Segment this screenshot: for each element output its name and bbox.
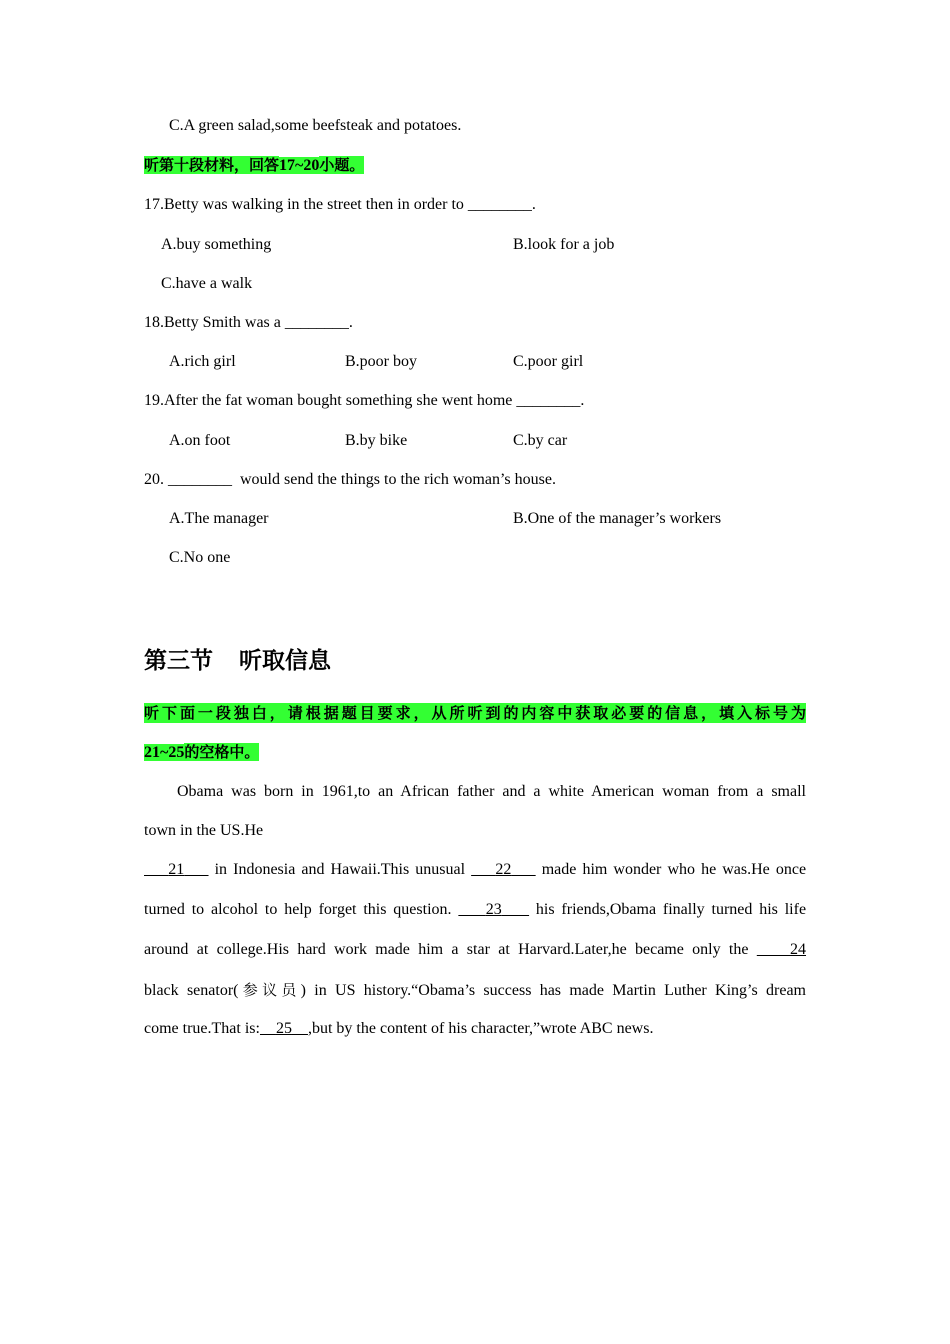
question-18-option-a: A.rich girl <box>169 353 236 370</box>
passage-line-5a: around at college.His hard work made him a star at Harvard.Later,he became only the <box>144 941 749 958</box>
blank-25: 25 <box>275 1020 292 1037</box>
passage-line-4a: turned to alcohol to help forget this question. <box>144 901 452 918</box>
passage-line-3b: made him wonder who he was.He once <box>541 861 807 878</box>
passage-line-3 <box>144 860 806 880</box>
section-3-title-b: 听取信息 <box>239 648 331 674</box>
passage-line-7a: come true.That is: <box>144 1020 260 1037</box>
blank-21: 21 <box>168 861 185 878</box>
question-19-stem: 19.After the fat woman bought something she went home ________. <box>144 392 585 409</box>
passage-line-7 <box>144 1019 653 1039</box>
blank-22: 22 <box>495 861 512 878</box>
section-10-instruction <box>144 155 364 176</box>
question-19-option-c: C.by car <box>513 432 568 449</box>
question-17-option-c: C.have a walk <box>161 275 253 292</box>
question-19-option-b: B.by bike <box>345 432 408 449</box>
section-3-instruction-line1 <box>144 703 806 724</box>
instruction-part2: 17~20 <box>279 157 320 174</box>
passage-line-6-cjk: 参议员 <box>238 981 301 999</box>
instruction-part3: 小题。 <box>319 156 365 174</box>
question-17-stem: 17.Betty was walking in the street then in order to ________. <box>144 196 536 213</box>
section-3-title-a: 第三节 <box>144 648 213 674</box>
question-18-option-b: B.poor boy <box>345 353 417 370</box>
passage-line-7b: ,but by the content of his character,”wrote ABC news. <box>307 1020 654 1037</box>
passage-line-6b: ) in US history.“Obama’s success has made Martin Luther King’s dream <box>300 982 806 999</box>
passage-line-1: Obama was born in 1961,to an African father and a white American woman from a small <box>177 783 806 800</box>
passage-line-6 <box>144 980 806 1001</box>
section-3-heading <box>144 646 331 676</box>
section-3-instruction-text2: 的空格中。 <box>184 743 260 761</box>
blank-24: 24 <box>790 941 807 958</box>
question-17-option-b: B.look for a job <box>513 236 615 253</box>
question-20-option-a: A.The manager <box>169 510 269 527</box>
section-3-instruction-line2 <box>144 742 259 763</box>
question-20-blank: ________ <box>168 471 232 488</box>
blank-23: 23 <box>485 901 502 918</box>
instruction-part1: 听第十段材料，回答 <box>144 156 280 174</box>
passage-line-4 <box>144 900 806 920</box>
question-19-option-a: A.on foot <box>169 432 231 449</box>
question-18-option-c: C.poor girl <box>513 353 584 370</box>
prev-option-c: C.A green salad,some beefsteak and potatoes. <box>169 117 462 134</box>
section-3-instruction-num: 21~25 <box>144 744 185 761</box>
question-20-option-c: C.No one <box>169 549 231 566</box>
passage-line-3a: in Indonesia and Hawaii.This unusual <box>214 861 466 878</box>
question-20-prefix: 20. <box>144 471 164 488</box>
question-20-stem <box>144 470 556 490</box>
question-20-suffix: would send the things to the rich woman’s house. <box>240 471 556 488</box>
question-20-option-b: B.One of the manager’s workers <box>513 510 722 527</box>
question-17-option-a: A.buy something <box>161 236 272 253</box>
section-3-instruction-text1: 听下面一段独白，请根据题目要求，从所听到的内容中获取必要的信息，填入标号为 <box>144 704 806 722</box>
passage-line-2: town in the US.He <box>144 822 264 839</box>
passage-line-4b: his friends,Obama finally turned his life <box>535 901 807 918</box>
passage-line-6a: black senator( <box>144 982 239 999</box>
question-18-stem: 18.Betty Smith was a ________. <box>144 314 353 331</box>
passage-line-5 <box>144 940 806 960</box>
